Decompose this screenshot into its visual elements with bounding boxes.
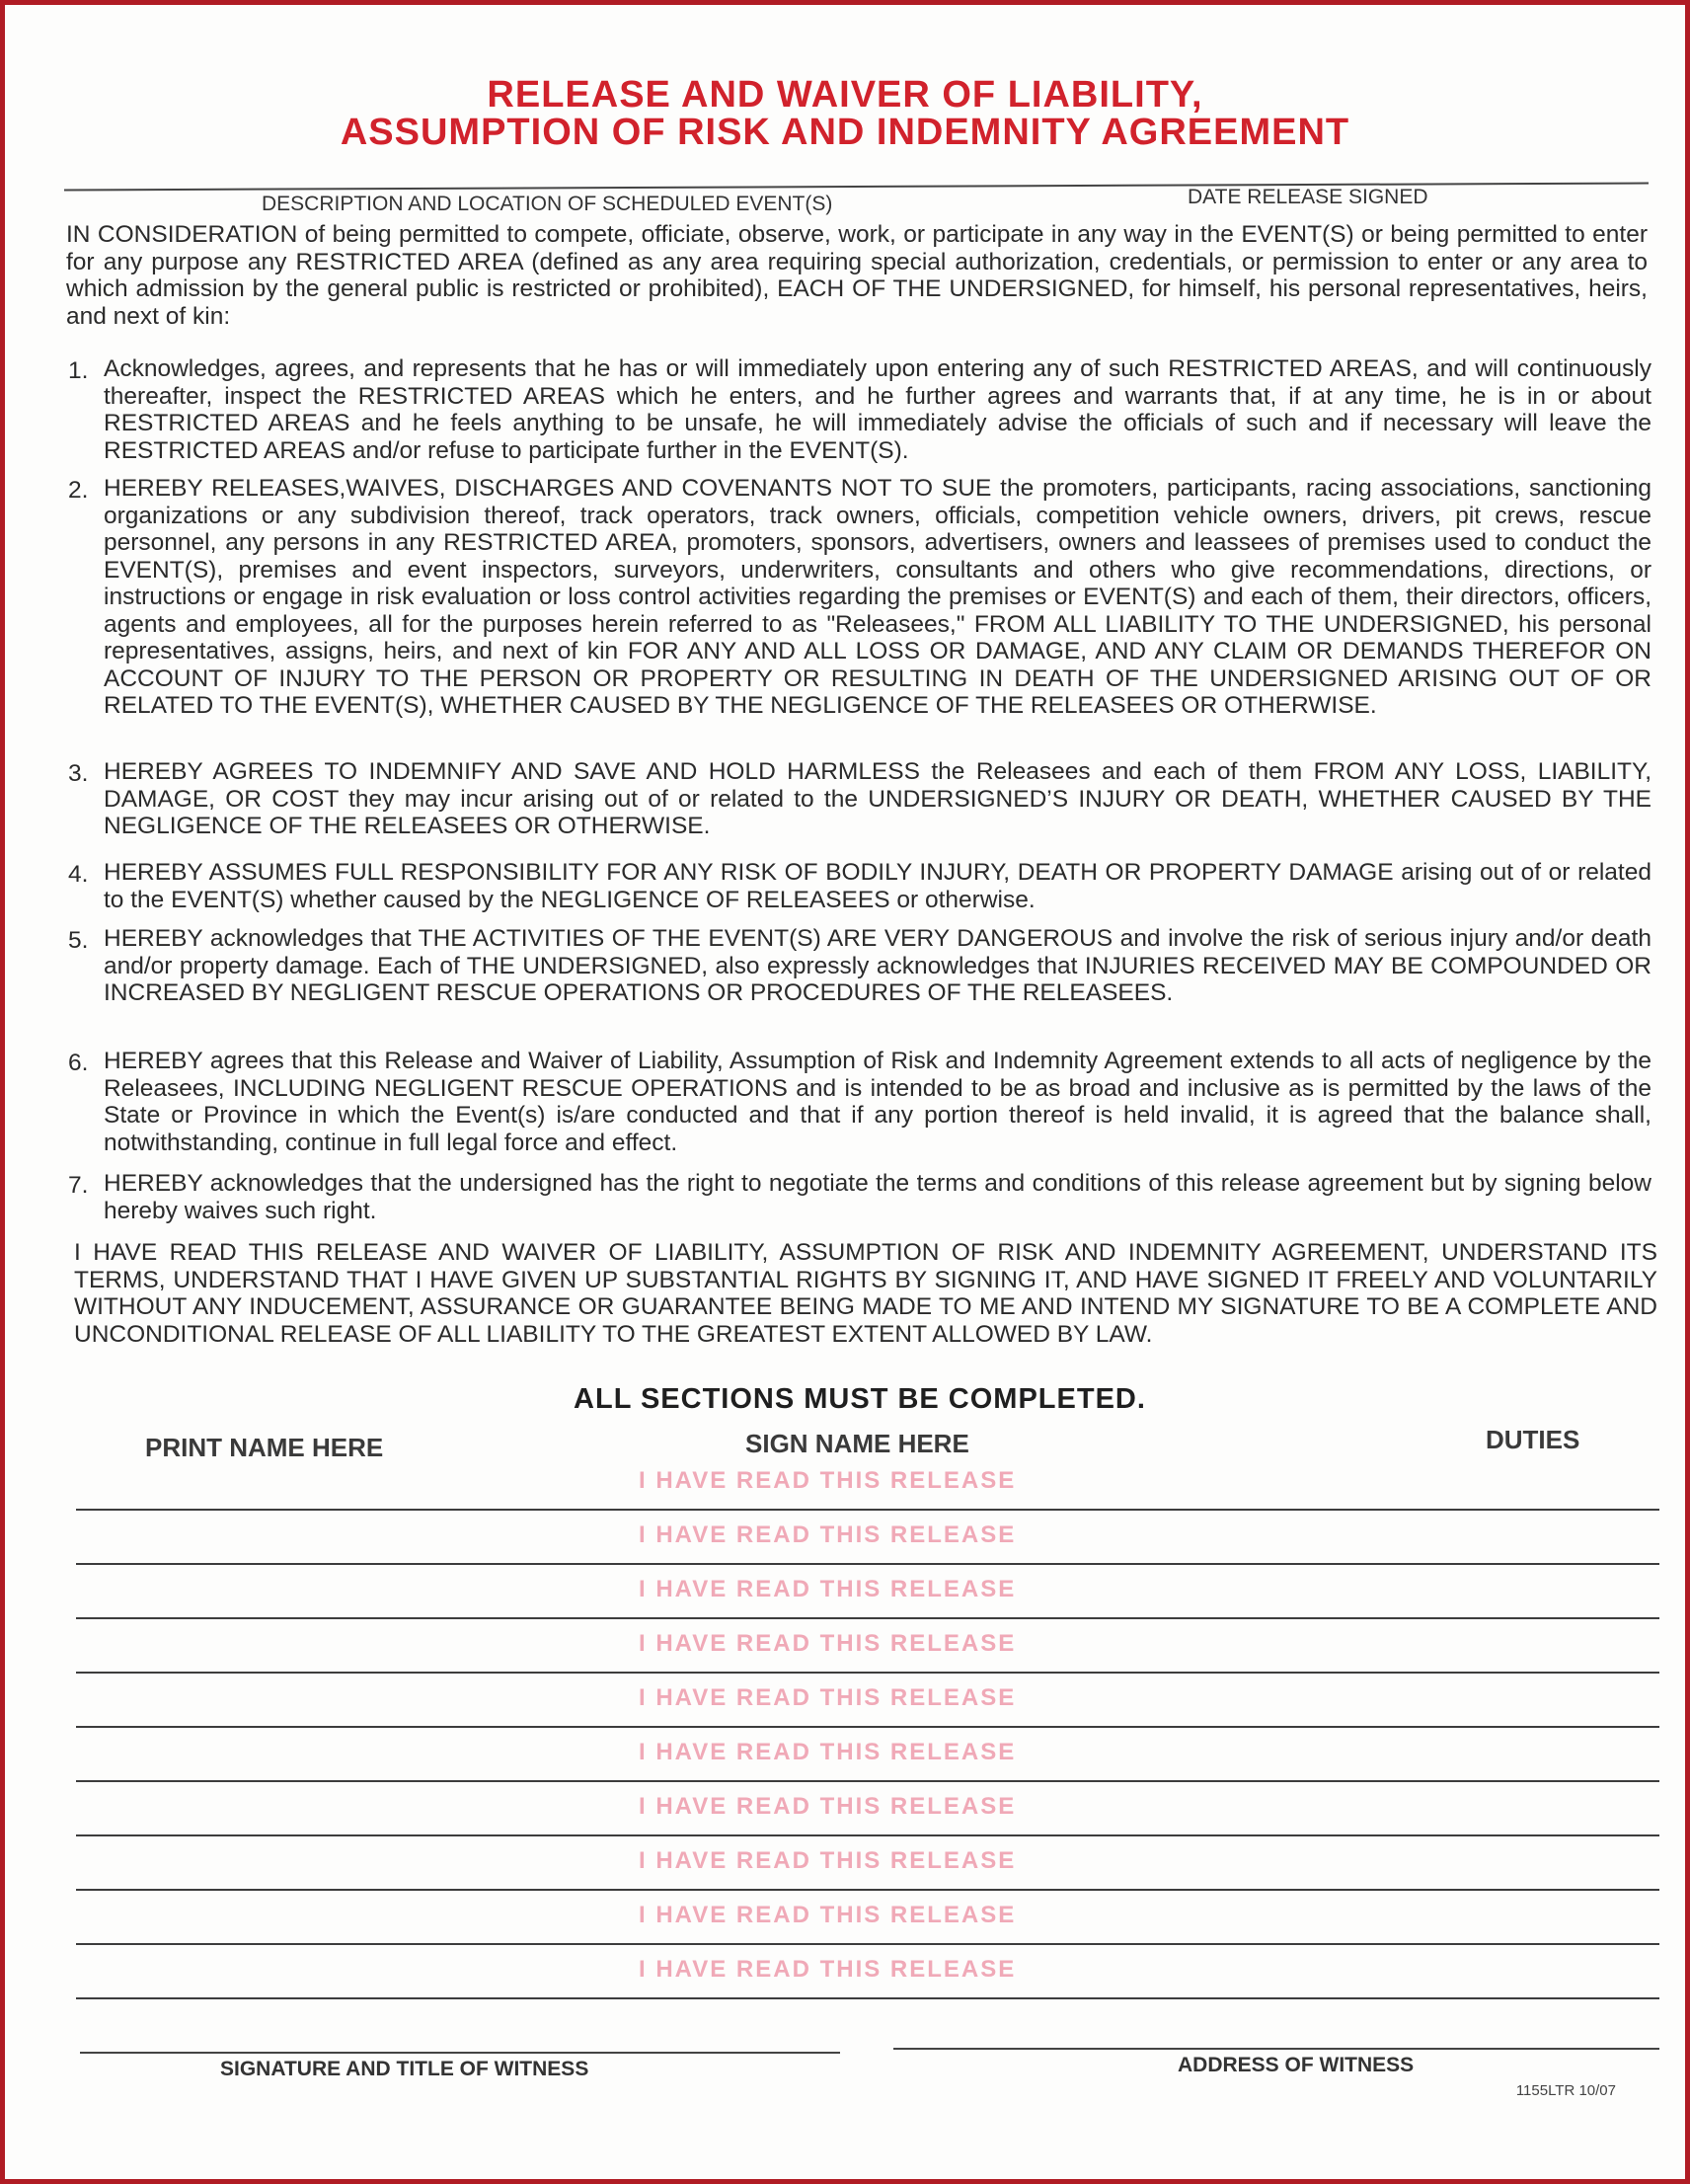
signature-row[interactable] [76, 1946, 1659, 1999]
print-name-header: PRINT NAME HERE [145, 1433, 384, 1462]
read-release-watermark: I HAVE READ THIS RELEASE [639, 1576, 1017, 1602]
clause-number: 6. [68, 1050, 89, 1076]
read-release-watermark: I HAVE READ THIS RELEASE [639, 1630, 1017, 1657]
signature-row[interactable] [76, 1837, 1659, 1891]
clause-text: HEREBY acknowledges that the undersigned has the right to negotiate the terms and conditions of this release agreement but by signing below hereby waives such right. [104, 1170, 1652, 1224]
witness-address-label: ADDRESS OF WITNESS [1178, 2054, 1415, 2076]
read-release-watermark: I HAVE READ THIS RELEASE [639, 1793, 1017, 1820]
clause-text: HEREBY agrees that this Release and Waiver of Liability, Assumption of Risk and Indemnity Agreement extends to all acts of negligence by the Releasees, INCLUDING NEGLIGENT RESCUE OPERATIONS and is intended to be as broad and inclusive as is permitted by the laws of the State or Province in which the Event(s) is/are conducted and that if any portion thereof is held invalid, it is agreed that the balance shall, notwithstanding, continue in full legal force and effect. [104, 1048, 1652, 1156]
read-release-watermark: I HAVE READ THIS RELEASE [639, 1956, 1017, 1983]
date-signed-label: DATE RELEASE SIGNED [1188, 186, 1428, 208]
read-release-watermark: I HAVE READ THIS RELEASE [639, 1467, 1017, 1494]
clause-text: Acknowledges, agrees, and represents that he has or will immediately upon entering any of such RESTRICTED AREAS, and will continuously thereafter, inspect the RESTRICTED AREAS which he enters, and he further agrees and warrants that, if at any time, he is in or about RESTRICTED AREAS and he feels anything to be unsafe, he will immediately advise the officials of such and if necessary will leave the RESTRICTED AREAS and/or refuse to participate further in the EVENT(S). [104, 355, 1652, 464]
read-release-watermark: I HAVE READ THIS RELEASE [639, 1902, 1017, 1928]
signature-row[interactable] [76, 1783, 1659, 1836]
intro-paragraph: IN CONSIDERATION of being permitted to compete, officiate, observe, work, or participate in any way in the EVENT(S) or being permitted to enter for any purpose any RESTRICTED AREA (defined as any area requiring special authorization, credentials, or permission to enter or any area to which admission by the general public is restricted or prohibited), EACH OF THE UNDERSIGNED, for himself, his personal representatives, heirs, and next of kin: [66, 221, 1648, 330]
all-sections-notice: ALL SECTIONS MUST BE COMPLETED. [574, 1383, 1146, 1415]
signature-line[interactable] [76, 1509, 1659, 1511]
duties-header: DUTIES [1486, 1425, 1580, 1454]
clause-text: HEREBY acknowledges that THE ACTIVITIES OF THE EVENT(S) ARE VERY DANGEROUS and involve the risk of serious injury and/or death and/or property damage. Each of THE UNDERSIGNED, also expressly acknowledges that INJURIES RECEIVED MAY BE COMPOUNDED OR INCREASED BY NEGLIGENT RESCUE OPERATIONS OR PROCEDURES OF THE RELEASEES. [104, 925, 1652, 1006]
clause-text: HEREBY AGREES TO INDEMNIFY AND SAVE AND HOLD HARMLESS the Releasees and each of them FROM ANY LOSS, LIABILITY, DAMAGE, OR COST they may incur arising out of or related to the UNDERSIGNED’S INJURY OR DEATH, WHETHER CAUSED BY THE NEGLIGENCE OF THE RELEASEES OR OTHERWISE. [104, 758, 1652, 839]
closing-acknowledgement: I HAVE READ THIS RELEASE AND WAIVER OF LIABILITY, ASSUMPTION OF RISK AND INDEMNITY AGREEMENT, UNDERSTAND ITS TERMS, UNDERSTAND THAT I HAVE GIVEN UP SUBSTANTIAL RIGHTS BY SIGNING IT, AND HAVE SIGNED IT FREELY AND VOLUNTARILY WITHOUT ANY INDUCEMENT, ASSURANCE OR GUARANTEE BEING MADE TO ME AND INTEND MY SIGNATURE TO BE A COMPLETE AND UNCONDITIONAL RELEASE OF ALL LIABILITY TO THE GREATEST EXTENT ALLOWED BY LAW. [74, 1239, 1657, 1348]
clause-number: 1. [68, 357, 89, 384]
read-release-watermark: I HAVE READ THIS RELEASE [639, 1739, 1017, 1765]
witness-address-line[interactable] [893, 2048, 1659, 2050]
sign-name-header: SIGN NAME HERE [745, 1429, 969, 1458]
clause-text: HEREBY ASSUMES FULL RESPONSIBILITY FOR ANY RISK OF BODILY INJURY, DEATH OR PROPERTY DAMAGE arising out of or related to the EVENT(S) whether caused by the NEGLIGENCE OF RELEASEES or otherwise. [104, 859, 1652, 913]
read-release-watermark: I HAVE READ THIS RELEASE [639, 1684, 1017, 1711]
form-title-line-2: ASSUMPTION OF RISK AND INDEMNITY AGREEMENT [340, 112, 1350, 153]
witness-signature-line[interactable] [80, 2052, 840, 2054]
signature-row[interactable] [76, 1729, 1659, 1782]
clause-number: 4. [68, 861, 89, 888]
form-title-line-1: RELEASE AND WAIVER OF LIABILITY, [487, 74, 1203, 116]
signature-line[interactable] [76, 1943, 1659, 1945]
signature-line[interactable] [76, 1617, 1659, 1619]
signature-row[interactable] [76, 1512, 1659, 1565]
clause-text: HEREBY RELEASES,WAIVES, DISCHARGES AND COVENANTS NOT TO SUE the promoters, participants, racing associations, sanctioning organizations or any subdivision thereof, track operators, track owners, officials, competition vehicle owners, drivers, pit crews, rescue personnel, any persons in any RESTRICTED AREA, promoters, sponsors, advertisers, owners and leassees of premises used to conduct the EVENT(S), premises and event inspectors, surveyors, underwriters, consultants and others who give recommendations, directions, or instructions or engage in risk evaluation or loss control activities regarding the premises or EVENT(S) and each of them, their directors, officers, agents and employees, all for the purposes herein referred to as "Releasees," FROM ALL LIABILITY TO THE UNDERSIGNED, his personal representatives, assigns, heirs, and next of kin FOR ANY AND ALL LOSS OR DAMAGE, AND ANY CLAIM OR DEMANDS THEREFOR ON ACCOUNT OF INJURY TO THE PERSON OR PROPERTY OR RESULTING IN DEATH OF THE UNDERSIGNED ARISING OUT OF OR RELATED TO THE EVENT(S), WHETHER CAUSED BY THE NEGLIGENCE OF THE RELEASEES OR OTHERWISE. [104, 475, 1652, 719]
signature-line[interactable] [76, 1672, 1659, 1674]
signature-row[interactable] [76, 1620, 1659, 1674]
clause-number: 5. [68, 927, 89, 954]
signature-row[interactable] [76, 1457, 1659, 1511]
read-release-watermark: I HAVE READ THIS RELEASE [639, 1521, 1017, 1548]
clause-number: 3. [68, 760, 89, 787]
signature-line[interactable] [76, 1834, 1659, 1836]
clause-number: 2. [68, 477, 89, 504]
signature-line[interactable] [76, 1889, 1659, 1891]
signature-line[interactable] [76, 1726, 1659, 1728]
signature-row[interactable] [76, 1566, 1659, 1619]
form-code: 1155LTR 10/07 [1515, 2082, 1616, 2099]
signature-line[interactable] [76, 1997, 1659, 1999]
signature-row[interactable] [76, 1675, 1659, 1728]
witness-signature-label: SIGNATURE AND TITLE OF WITNESS [220, 2058, 589, 2080]
clause-number: 7. [68, 1172, 89, 1199]
signature-line[interactable] [76, 1780, 1659, 1782]
signature-line[interactable] [76, 1563, 1659, 1565]
event-description-label: DESCRIPTION AND LOCATION OF SCHEDULED EVENT(S) [262, 193, 833, 215]
read-release-watermark: I HAVE READ THIS RELEASE [639, 1847, 1017, 1874]
signature-row[interactable] [76, 1892, 1659, 1945]
